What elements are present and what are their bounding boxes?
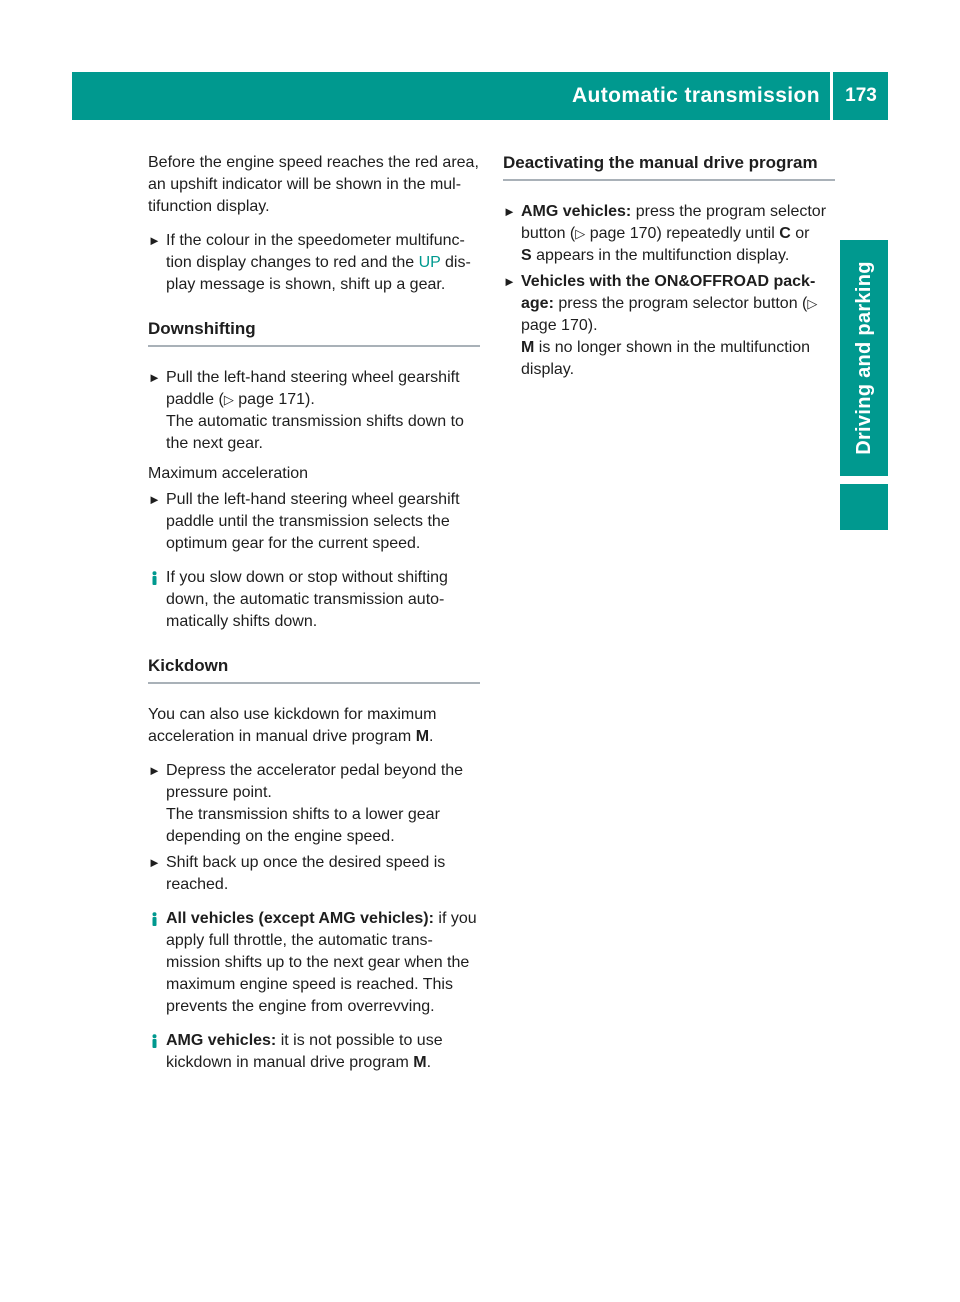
instruction-step: ► Pull the left-hand steering wheel gearshift paddle until the transmission selects the optimum gear for the current speed. — [148, 491, 460, 552]
triangle-right-icon: ► — [148, 233, 161, 248]
page-reference-link[interactable]: page 171). — [238, 391, 315, 408]
step-result: The automatic transmission shifts down to the next gear. — [166, 413, 464, 452]
instruction-step: ► Shift back up once the desired speed is reached. — [148, 854, 446, 893]
page-number: 173 — [845, 85, 877, 106]
section-heading-deactivating: Deactivating the manual drive program — [503, 152, 835, 181]
side-tab — [840, 240, 888, 476]
triangle-right-icon: ► — [148, 370, 161, 385]
page-reference-icon: ▷ — [807, 296, 818, 311]
side-tab-marker — [840, 484, 888, 530]
info-note: All vehicles (except AMG vehicles): if you apply full throttle, the automatic trans- mission shifts up to the next gear when the maximum engine speed is reached. This prevents the engine from overrevving. — [148, 908, 480, 1018]
left-column — [148, 152, 480, 1086]
triangle-right-icon: ► — [148, 763, 161, 778]
page-reference-link[interactable]: page 170) repeatedly until — [589, 225, 775, 242]
triangle-right-icon: ► — [503, 204, 516, 219]
triangle-right-icon: ► — [148, 855, 161, 870]
page-header — [72, 72, 888, 120]
info-icon — [148, 1034, 161, 1048]
page-reference-link[interactable]: page 170). — [521, 317, 598, 334]
subheading-max-acceleration: Maximum acceleration — [148, 465, 309, 482]
instruction-step: ► Depress the accelerator pedal beyond the pressure point. The transmission shifts to a lower gear depending on the engine speed. — [148, 762, 464, 845]
instruction-step: ► Vehicles with the ON&OFFROAD pack- age: press the program selector button (▷ page 170). M is no longer shown in the multifunction display. — [503, 273, 818, 378]
intro-paragraph: Before the engine speed reaches the red area, an upshift indicator will be shown in the mul- tifunction display. — [148, 154, 479, 215]
page-reference-icon: ▷ — [575, 226, 586, 241]
section-heading-kickdown: Kickdown — [148, 655, 480, 684]
info-icon — [148, 571, 161, 585]
info-note: If you slow down or stop without shifting down, the automatic transmission auto- matically shifts down. — [148, 567, 480, 633]
chapter-title: Automatic transmission — [571, 84, 820, 107]
info-note: AMG vehicles: it is not possible to use kickdown in manual drive program M. — [148, 1030, 480, 1074]
instruction-step: ► Pull the left-hand steering wheel gearshift paddle (▷ page 171). The automatic transmission shifts down to the next gear. — [148, 369, 464, 452]
triangle-right-icon: ► — [503, 274, 516, 289]
header-divider — [830, 72, 833, 120]
section-heading-downshifting: Downshifting — [148, 318, 480, 347]
side-tab-label: Driving and parking — [853, 261, 875, 455]
step-result: The transmission shifts to a lower gear depending on the engine speed. — [166, 806, 440, 845]
instruction-step: ► If the colour in the speedometer multifunc- tion display changes to red and the UP dis- play message is shown, shift up a gear. — [148, 232, 471, 293]
instruction-step: ► AMG vehicles: press the program selector button (▷ page 170) repeatedly until C or S appears in the multifunction display. — [503, 203, 827, 264]
kickdown-intro: You can also use kickdown for maximum acceleration in manual drive program M. — [148, 706, 437, 745]
display-message-up: UP — [418, 254, 441, 271]
triangle-right-icon: ► — [148, 492, 161, 507]
right-column — [503, 152, 835, 385]
page-reference-icon: ▷ — [223, 392, 234, 407]
info-icon — [148, 912, 161, 926]
